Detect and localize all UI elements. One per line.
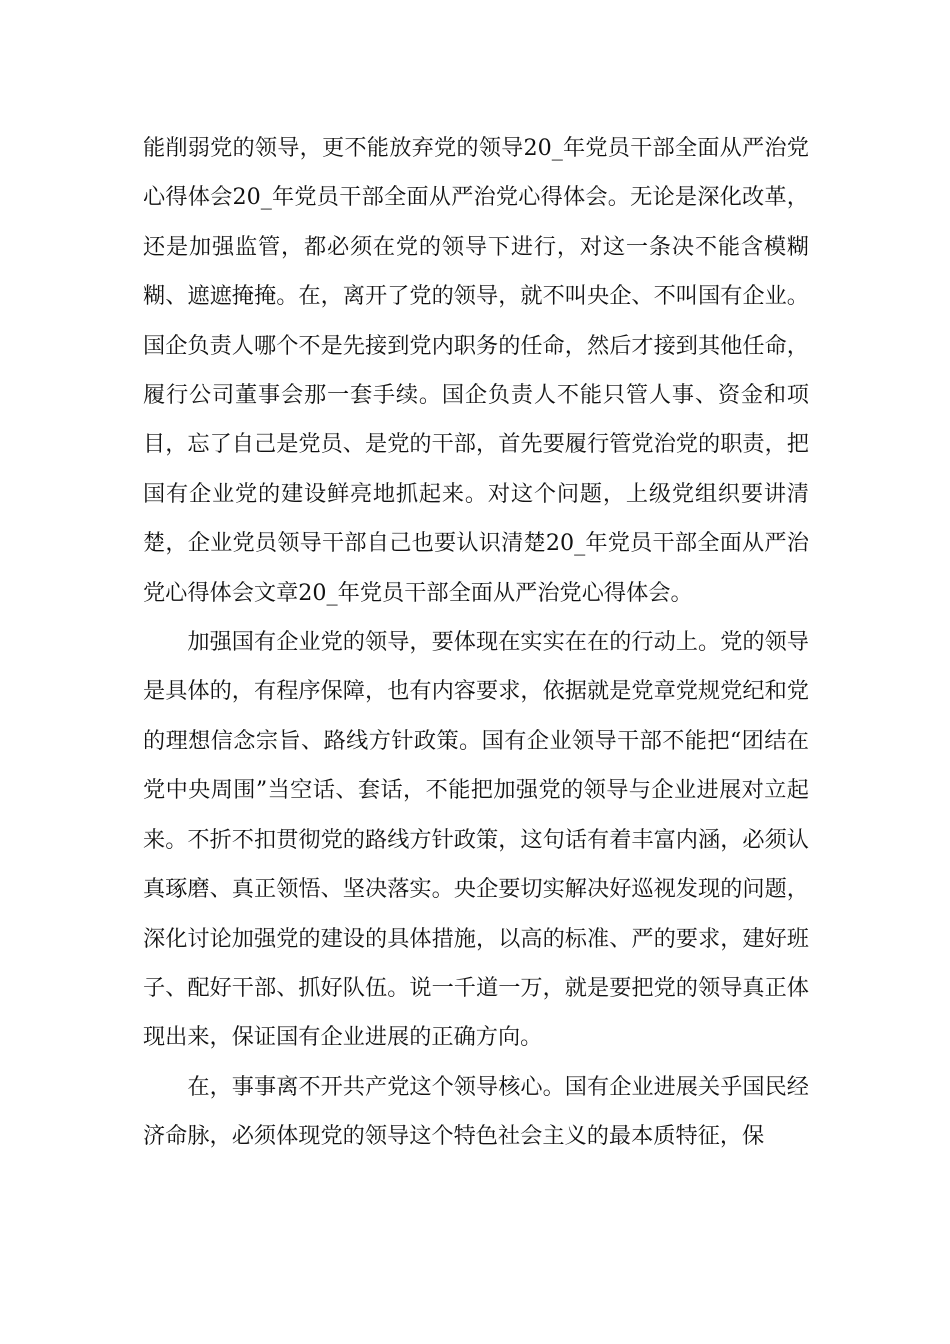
paragraph-3: 在，事事离不开共产党这个领导核心。国有企业进展关乎国民经济命脉，必须体现党的领导这个特色社会主义的最本质特征，保 [143,1073,809,1150]
document-body [143,124,809,1162]
paragraph-2: 加强国有企业党的领导，要体现在实实在在的行动上。党的领导是具体的，有程序保障，也有内容要求，依据就是党章党规党纪和党的理想信念宗旨、路线方针政策。国有企业领导干部不能把“团结在党中央周围”当空话、套话，不能把加强党的领导与企业进展对立起来。不折不扣贯彻党的路线方针政策，这句话有着丰富内涵，必须认真琢磨、真正领悟、坚决落实。央企要切实解决好巡视发现的问题，深化讨论加强党的建设的具体措施，以高的标准、严的要求，建好班子、配好干部、抓好队伍。说一千道一万，就是要把党的领导真正体现出来，保证国有企业进展的正确方向。 [143,629,809,1051]
paragraph-1: 能削弱党的领导，更不能放弃党的领导20_年党员干部全面从严治党心得体会20_年党员干部全面从严治党心得体会。无论是深化改革，还是加强监管，都必须在党的领导下进行，对这一条决不能含模糊糊、遮遮掩掩。在，离开了党的领导，就不叫央企、不叫国有企业。国企负责人哪个不是先接到党内职务的任命，然后才接到其他任命，履行公司董事会那一套手续。国企负责人不能只管人事、资金和项目，忘了自己是党员、是党的干部，首先要履行管党治党的职责，把国有企业党的建设鲜亮地抓起来。对这个问题，上级党组织要讲清楚，企业党员领导干部自己也要认识清楚20_年党员干部全面从严治党心得体会文章20_年党员干部全面从严治党心得体会。 [143,135,809,606]
